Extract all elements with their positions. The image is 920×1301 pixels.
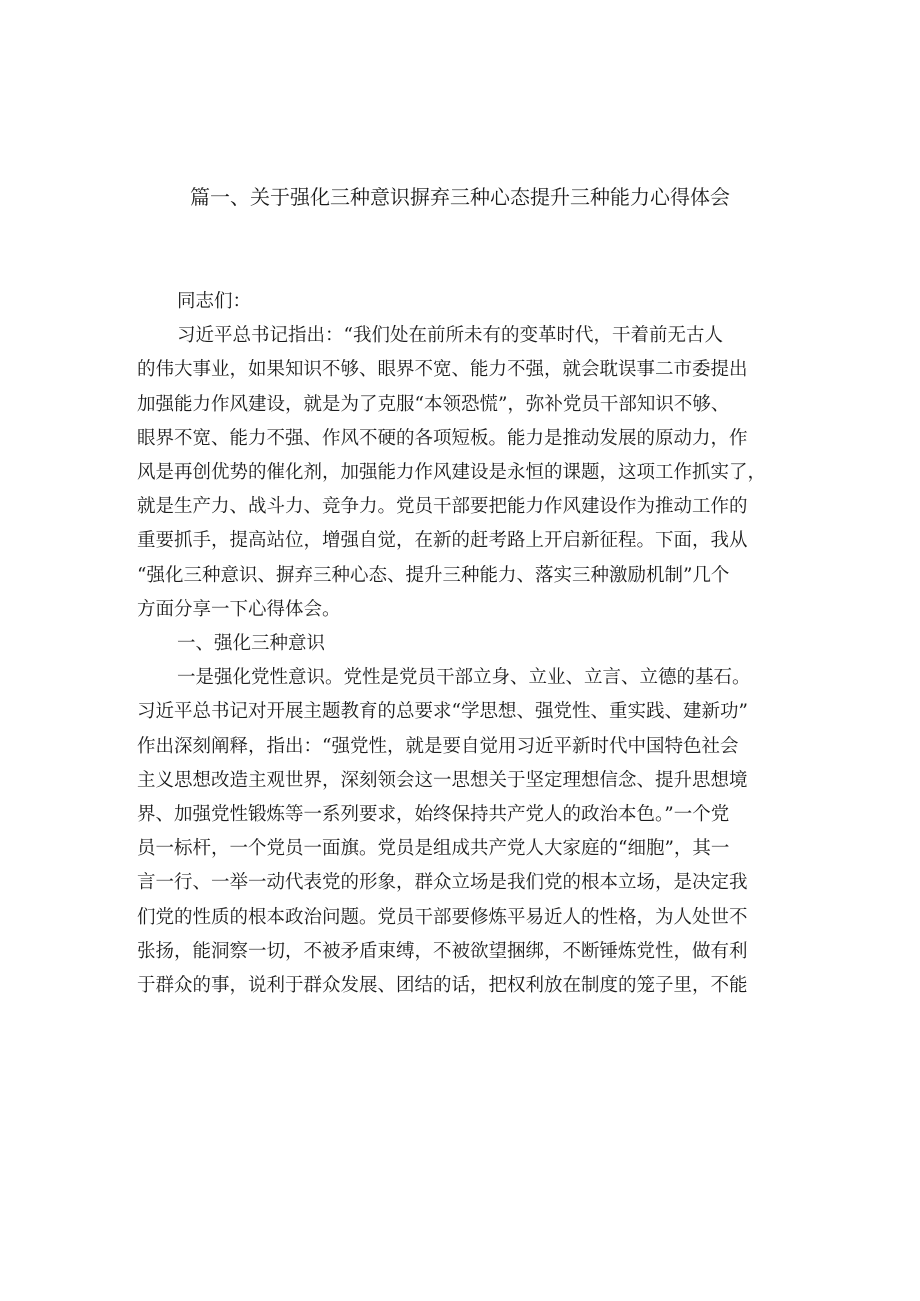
paragraph-line: 一是强化党性意识。党性是党员干部立身、立业、立言、立德的基石。 xyxy=(177,667,751,689)
paragraph-line: 风是再创优势的催化剂，加强能力作风建设是永恒的课题，这项工作抓实了， xyxy=(137,462,767,484)
greeting-line: 同志们： xyxy=(177,291,252,312)
paragraph-line: 作出深刻阐释，指出：“强党性，就是要自觉用习近平新时代中国特色社会 xyxy=(137,735,739,757)
paragraph-line: 重要抓手，提高站位，增强自觉，在新的赶考路上开启新征程。下面，我从 xyxy=(137,530,748,552)
paragraph-line: 们党的性质的根本政治问题。党员干部要修炼平易近人的性格，为人处世不 xyxy=(137,906,748,928)
paragraph-line: 就是生产力、战斗力、竞争力。党员干部要把能力作风建设作为推动工作的 xyxy=(137,496,748,518)
document-body xyxy=(137,285,797,1003)
section-heading xyxy=(137,627,797,661)
paragraph-line: 主义思想改造主观世界，深刻领会这一思想关于坚定理想信念、提升思想境 xyxy=(137,769,748,791)
section-paragraph xyxy=(137,661,797,1003)
paragraph-line: 方面分享一下心得体会。 xyxy=(137,598,341,620)
section-heading-text: 一、强化三种意识 xyxy=(177,633,326,655)
document-title: 篇一、关于强化三种意识摒弃三种心态提升三种能力心得体会 xyxy=(190,185,730,209)
paragraph-line: 的伟大事业，如果知识不够、眼界不宽、能力不强，就会耽误事二市委提出 xyxy=(137,359,748,381)
paragraph-line: 言一行、一举一动代表党的形象，群众立场是我们党的根本立场，是决定我 xyxy=(137,872,748,894)
greeting xyxy=(137,285,797,319)
paragraph-line: 张扬，能洞察一切，不被矛盾束缚，不被欲望捆绑，不断锤炼党性，做有利 xyxy=(137,940,748,962)
paragraph-line: 界、加强党性锻炼等一系列要求，始终保持共产党人的政治本色。”一个党 xyxy=(137,804,730,826)
paragraph-line: 加强能力作风建设，就是为了克服“本领恐慌”，弥补党员干部知识不够、 xyxy=(137,393,730,415)
paragraph-line: 员一标杆，一个党员一面旗。党员是组成共产党人大家庭的“细胞”，其一 xyxy=(137,838,730,860)
paragraph-line: 眼界不宽、能力不强、作风不硬的各项短板。能力是推动发展的原动力，作 xyxy=(137,427,748,449)
paragraph-line: 习近平总书记指出：“我们处在前所未有的变革时代，干着前无古人 xyxy=(177,325,723,347)
intro-paragraph xyxy=(137,319,797,627)
paragraph-line: “强化三种意识、摒弃三种心态、提升三种能力、落实三种激励机制”几个 xyxy=(137,564,730,586)
paragraph-line: 习近平总书记对开展主题教育的总要求“学思想、强党性、重实践、建新功” xyxy=(137,701,748,723)
paragraph-line: 于群众的事，说利于群众发展、团结的话，把权利放在制度的笼子里，不能 xyxy=(137,975,748,997)
